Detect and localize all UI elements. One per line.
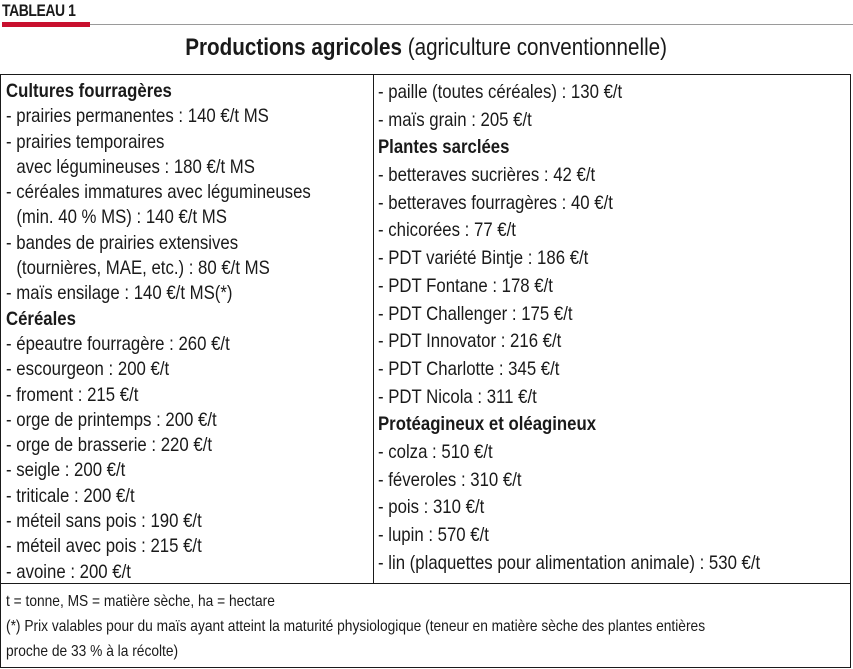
price-item: - avoine : 200 €/t (6, 560, 131, 583)
price-item: - maïs ensilage : 140 €/t MS(*) (6, 282, 233, 305)
accent-bar (2, 22, 90, 27)
price-item: - PDT variété Bintje : 186 €/t (378, 247, 589, 270)
column-divider (373, 75, 374, 583)
price-item: avec légumineuses : 180 €/t MS (16, 155, 255, 178)
price-item: - PDT Nicola : 311 €/t (378, 385, 537, 408)
note-footnote: (*) Prix valables pour du maïs ayant atteint la maturité physiologique (teneur en matière sèche des plantes entières (6, 618, 706, 635)
price-item: - méteil sans pois : 190 €/t (6, 510, 202, 533)
left-column (6, 79, 371, 585)
section-heading: Plantes sarclées (378, 136, 510, 159)
price-item: - seigle : 200 €/t (6, 459, 126, 482)
table-label: TABLEAU 1 (2, 1, 76, 20)
price-item: - lin (plaquettes pour alimentation animale) : 530 €/t (378, 551, 761, 574)
price-item: - chicorées : 77 €/t (378, 219, 516, 242)
price-item: - bandes de prairies extensives (6, 231, 239, 254)
title-main: Productions agricoles (185, 34, 403, 61)
price-item: - PDT Challenger : 175 €/t (378, 302, 573, 325)
table-notes (6, 589, 846, 664)
price-item: - céréales immatures avec légumineuses (6, 181, 311, 204)
price-item: - PDT Fontane : 178 €/t (378, 274, 553, 297)
price-item: (tournières, MAE, etc.) : 80 €/t MS (16, 257, 270, 280)
price-item: - betteraves sucrières : 42 €/t (378, 164, 596, 187)
price-table (0, 74, 851, 668)
price-item: - pois : 310 €/t (378, 496, 485, 519)
price-item: - maïs grain : 205 €/t (378, 108, 532, 131)
price-item: - PDT Innovator : 216 €/t (378, 330, 562, 353)
price-item: - orge de brasserie : 220 €/t (6, 434, 213, 457)
price-item: - prairies permanentes : 140 €/t MS (6, 105, 269, 128)
note-abbreviations: t = tonne, MS = matière sèche, ha = hectare (6, 593, 275, 610)
price-item: - escourgeon : 200 €/t (6, 358, 170, 381)
price-item: - paille (toutes céréales) : 130 €/t (378, 81, 623, 103)
table-title (0, 34, 853, 62)
header-rule (90, 24, 853, 25)
note-footnote-cont: proche de 33 % à la récolte) (6, 643, 179, 660)
price-item: - triticale : 200 €/t (6, 484, 135, 507)
section-heading: Cultures fourragères (6, 80, 172, 102)
price-item: - prairies temporaires (6, 130, 165, 153)
price-item: - lupin : 570 €/t (378, 524, 489, 546)
right-column (378, 79, 848, 577)
section-heading: Protéagineux et oléagineux (378, 413, 597, 436)
price-item: - épeautre fourragère : 260 €/t (6, 332, 230, 355)
price-item: - froment : 215 €/t (6, 383, 139, 406)
price-item: - féveroles : 310 €/t (378, 468, 522, 491)
price-item: - PDT Charlotte : 345 €/t (378, 357, 560, 380)
title-subtitle: (agriculture conventionnelle) (402, 34, 668, 61)
price-item: - orge de printemps : 200 €/t (6, 408, 217, 431)
price-item: - betteraves fourragères : 40 €/t (378, 191, 613, 214)
price-item: (min. 40 % MS) : 140 €/t MS (16, 206, 227, 229)
price-item: - méteil avec pois : 215 €/t (6, 535, 202, 558)
section-heading: Céréales (6, 307, 76, 330)
price-item: - colza : 510 €/t (378, 440, 493, 463)
